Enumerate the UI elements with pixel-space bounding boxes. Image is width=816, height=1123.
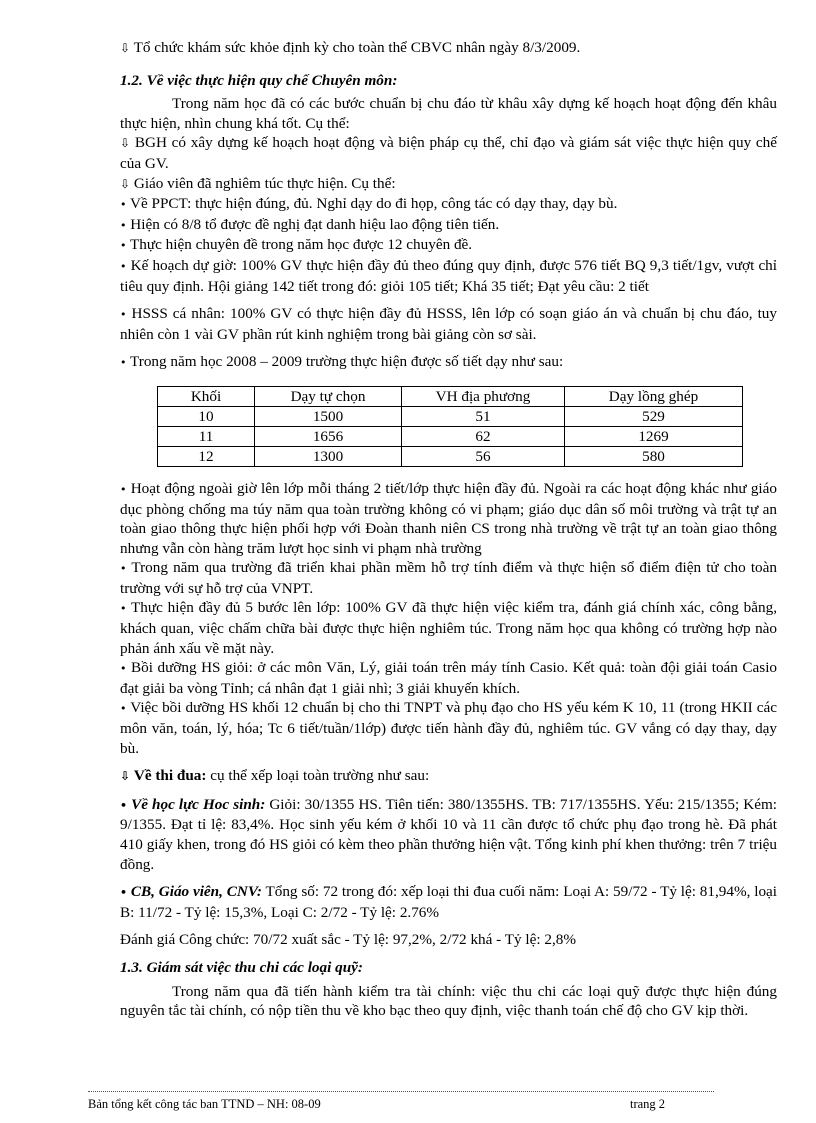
table-cell: 56: [402, 446, 565, 466]
bullet-icon: •: [120, 198, 127, 212]
bullet-item: • Hoạt động ngoài giờ lên lớp mỗi tháng 2 tiết/lớp thực hiện đầy đủ. Ngoài ra các hoạt động khác như giáo dục phòng chống ma túy năm qua toàn trường không có vi phạm; giáo dục dân số môi trường và trật tự an toàn giao thông thực hiện phối hợp với Đoàn thanh niên CS trong nhà trường về trật tự an toàn giao thông nhưng vẫn còn hàng trăm lượt học sinh vi phạm nhà trường: [120, 479, 777, 557]
bullet-icon: •: [120, 482, 127, 496]
emulation-heading: Về thi đua:: [133, 767, 207, 785]
bullet-icon: •: [120, 602, 127, 616]
down-arrow-icon: ⇩: [120, 136, 131, 151]
table-header: Khối: [158, 386, 255, 406]
table-cell: 1656: [255, 426, 402, 446]
bullet-item: • Thực hiện chuyên đề trong năm học được 12 chuyên đề.: [120, 236, 473, 254]
table-row: [158, 426, 743, 446]
table-cell: 580: [565, 446, 743, 466]
bullet-icon: •: [120, 259, 127, 273]
paragraph: ⇩ Về thi đua: cụ thể xếp loại toàn trường như sau:: [120, 767, 430, 785]
document-page: [120, 38, 777, 1021]
paragraph: Trong năm qua đã tiến hành kiểm tra tài chính: việc thu chi các loại quỹ được thực hiện đúng nguyên tắc tài chính, có nộp tiền thu về kho bạc theo quy định, việc thanh toán chế độ cho GV kịp thời.: [120, 982, 777, 1020]
table-cell: 51: [402, 406, 565, 426]
table-cell: 10: [158, 406, 255, 426]
paragraph: Trong năm học đã có các bước chuẩn bị chu đáo từ khâu xây dựng kế hoạch hoạt động đến khâu thực hiện, nhìn chung khá tốt. Cụ thể:: [120, 95, 777, 132]
bullet-icon: •: [120, 702, 127, 716]
bullet-item: • Về học lực Hoc sinh: Giỏi: 30/1355 HS. Tiên tiến: 380/1355HS. TB: 717/1355HS. Yếu: 215/1355; Kém: 9/1355. Đạt tỉ lệ: 83,4%. Học sinh yếu kém ở khối 10 và 11 cần được tổ chức phụ đạo trong hè. Đã phát 410 giấy khen, trong đó HS giỏi có kèm theo phần thưởng hiện vật. Tổng kinh phí khen thưởng: trên 7 triệu đồng.: [120, 795, 777, 873]
table-cell: 1300: [255, 446, 402, 466]
bullet-icon: •: [120, 662, 127, 676]
bullet-item: • Bồi dưỡng HS giỏi: ở các môn Văn, Lý, giải toán trên máy tính Casio. Kết quả: toàn đội giải toán Casio đạt giải ba vòng Tỉnh; cá nhân đạt 1 giải nhì; 3 giải khuyến khích.: [120, 659, 778, 697]
paragraph: ⇩ BGH có xây dựng kế hoạch hoạt động và biện pháp cụ thể, chỉ đạo và giám sát việc thực hiện quy chế của GV.: [120, 134, 778, 172]
bullet-item: • CB, Giáo viên, CNV: Tổng số: 72 trong đó: xếp loại thi đua cuối năm: Loại A: 59/72 - Tỷ lệ: 81,94%, loại B: 11/72 - Tỷ lệ: 15,3%, Loại C: 2/72 - Tỷ lệ: 2.76%: [120, 883, 778, 921]
paragraph: ⇩ Tổ chức khám sức khỏe định kỳ cho toàn thể CBVC nhân ngày 8/3/2009.: [120, 39, 581, 56]
table-cell: 1500: [255, 406, 402, 426]
bullet-icon: •: [120, 239, 127, 253]
bullet-item: • Việc bồi dưỡng HS khối 12 chuẩn bị cho thi TNPT và phụ đạo cho HS yếu kém K 10, 11 (trong HKII các môn văn, toán, lý, hóa; Tc 6 tiết/tuần/1lớp) được tiến hành đầy đủ, nghiêm túc. GV vắng có dạy thay, dạy bù.: [120, 699, 777, 757]
down-arrow-icon: ⇩: [120, 41, 131, 55]
bullet-item: • Trong năm qua trường đã triển khai phần mềm hỗ trợ tính điểm và thực hiện sổ điểm điện tử cho toàn trường với sự hỗ trợ của VNPT.: [120, 559, 777, 597]
bullet-item: • Về PPCT: thực hiện đúng, đủ. Nghỉ dạy do đi họp, công tác có dạy thay, dạy bù.: [120, 195, 618, 213]
bullet-item: • Thực hiện đầy đủ 5 bước lên lớp: 100% GV đã thực hiện việc kiểm tra, đánh giá chính xác, công bằng, khách quan, việc chấm chữa bài được thực hiện nghiêm túc. Trong năm học qua không có trường hợp nào phản ánh xấu về mặt này.: [120, 599, 777, 657]
footer-title: Bản tổng kết công tác ban TTND – NH: 08-09: [88, 1097, 321, 1111]
table-row: [158, 406, 743, 426]
bullet-item: • Hiện có 8/8 tổ được đề nghị đạt danh hiệu lao động tiên tiến.: [120, 215, 500, 233]
section-heading-1-3: 1.3. Giám sát việc thu chi các loại quỹ:: [120, 958, 363, 976]
table-cell: 12: [158, 446, 255, 466]
lesson-stats-table: [157, 386, 743, 467]
bullet-icon: •: [120, 886, 128, 900]
bullet-item: • HSSS cá nhân: 100% GV có thực hiện đầy đủ HSSS, lên lớp có soạn giáo án và chuẩn bị chu đáo, tuy nhiên còn 1 vài GV phần rút kinh nghiệm trong bài giảng còn sơ sài.: [120, 305, 777, 343]
bullet-icon: •: [120, 798, 128, 812]
student-results-label: Về học lực Hoc sinh:: [131, 795, 266, 813]
bullet-icon: •: [120, 562, 127, 576]
bullet-item: • Trong năm học 2008 – 2009 trường thực hiện được số tiết dạy như sau:: [120, 353, 564, 371]
table-row: [158, 446, 743, 466]
bullet-icon: •: [120, 356, 127, 370]
table-cell: 11: [158, 426, 255, 446]
table-cell: 1269: [565, 426, 743, 446]
bullet-icon: •: [120, 218, 127, 232]
table-cell: 529: [565, 406, 743, 426]
table-cell: 62: [402, 426, 565, 446]
table-header: VH địa phương: [402, 386, 565, 406]
table-header: Dạy tự chọn: [255, 386, 402, 406]
bullet-icon: •: [120, 308, 127, 322]
footer-divider: [88, 1091, 714, 1092]
table-header-row: [158, 386, 743, 406]
paragraph: ⇩ Giáo viên đã nghiêm túc thực hiện. Cụ thể:: [120, 174, 396, 192]
down-arrow-icon: ⇩: [120, 176, 131, 191]
page-number: trang 2: [630, 1097, 666, 1111]
paragraph: Đánh giá Công chức: 70/72 xuất sắc - Tỷ lệ: 97,2%, 2/72 khá - Tỷ lệ: 2,8%: [120, 931, 577, 949]
bullet-item: • Kế hoạch dự giờ: 100% GV thực hiện đầy đủ theo đúng quy định, được 576 tiết BQ 9,3 tiết/1gv, vượt chỉ tiêu quy định. Hội giảng 142 tiết trong đó: giỏi 105 tiết; Khá 35 tiết; Đạt yêu cầu: 2 tiết: [120, 256, 777, 295]
table-header: Dạy lồng ghép: [565, 386, 743, 406]
staff-results-label: CB, Giáo viên, CNV:: [130, 883, 262, 901]
section-heading-1-2: 1.2. Về việc thực hiện quy chế Chuyên môn:: [120, 71, 398, 89]
down-arrow-icon: ⇩: [120, 769, 131, 784]
